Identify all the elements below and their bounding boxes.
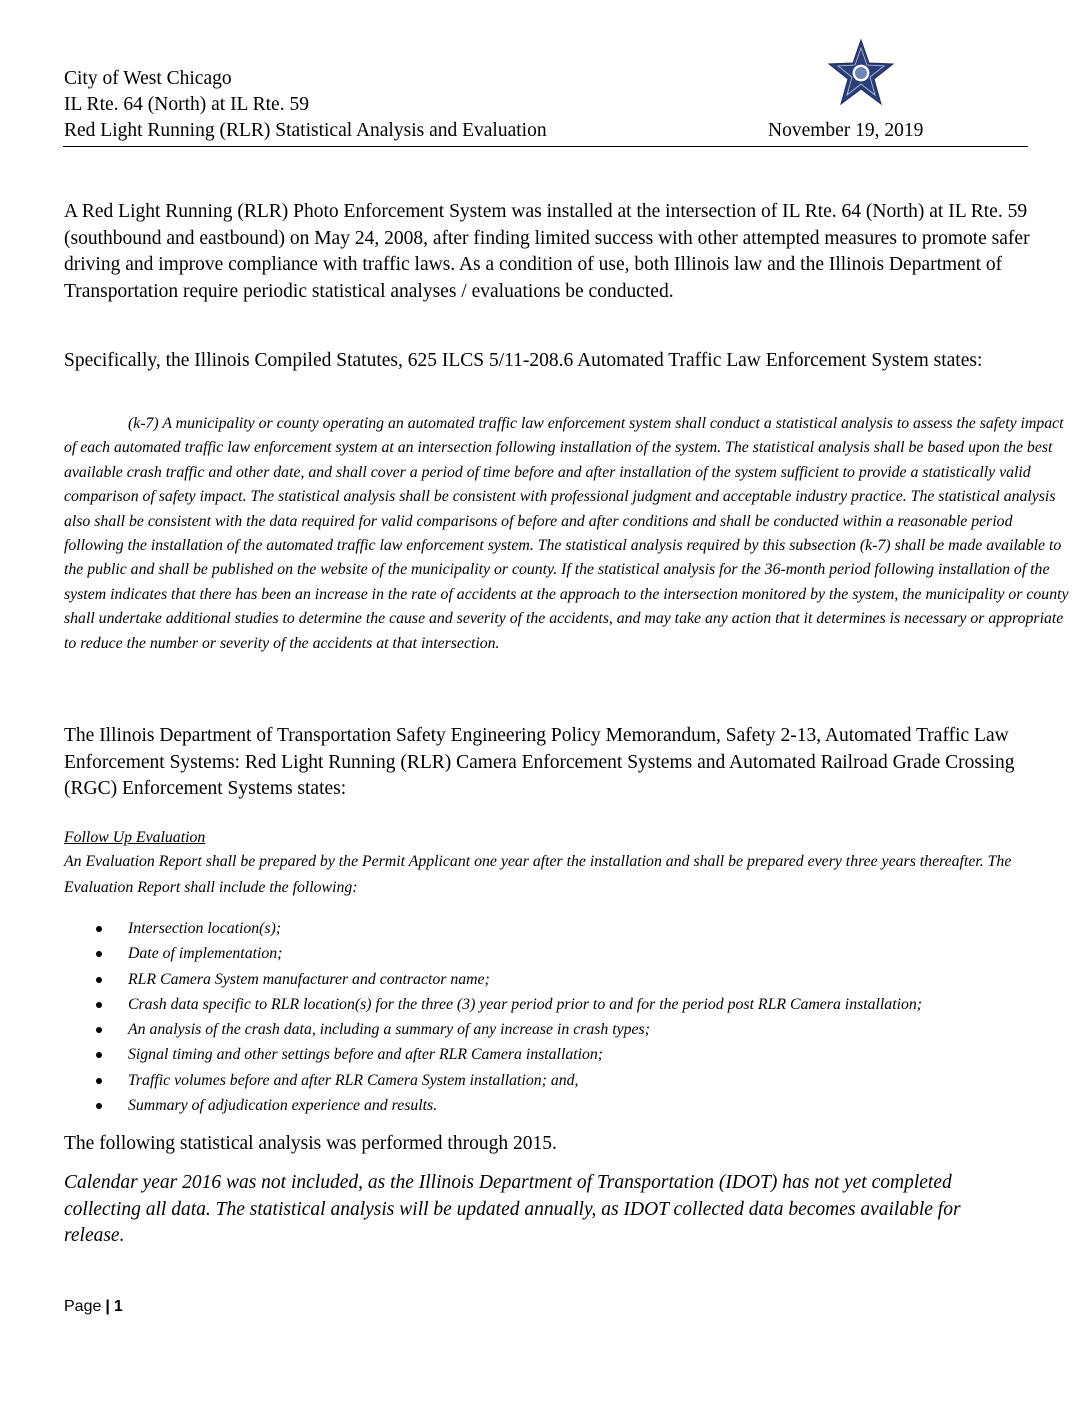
header-location: IL Rte. 64 (North) at IL Rte. 59	[64, 94, 309, 115]
list-item: Signal timing and other settings before and after RLR Camera installation;	[92, 1042, 922, 1067]
bullet-icon	[96, 1027, 102, 1033]
page-footer	[64, 1298, 123, 1316]
followup-section	[64, 827, 1064, 901]
idot-paragraph: The Illinois Department of Transportation Safety Engineering Policy Memorandum, Safety 2-13, Automated Traffic Law Enforcement Systems: Red Light Running (RLR) Camera Enforcement Systems and Automated Railroad Grade Crossing (RGC) Enforcement Systems states:	[64, 725, 1015, 799]
closing-note-section	[64, 1170, 1064, 1250]
statute-quote-section	[64, 412, 1069, 656]
statute-quote: (k-7) A municipality or county operating an automated traffic law enforcement system shall conduct a statistical analysis to assess the safety impact of each automated traffic law enforcement system at an intersection following installation of the system. The statistical analysis shall be based upon the best available crash traffic and other date, and shall cover a period of time before and after installation of the system sufficient to provide a statistically valid comparison of safety impact. The statistical analysis shall be consistent with professional judgment and acceptable industry practice. The statistical analysis also shall be consistent with the data required for valid comparisons of before and after conditions and shall be conducted within a reasonable period following the installation of the automated traffic law enforcement system. The statistical analysis required by this subsection (k-7) shall be made available to the public and shall be published on the website of the municipality or county. If the statistical analysis for the 36-month period following installation of the system indicates that there has been an increase in the rate of accidents at the approach to the intersection monitored by the system, the municipality or county shall undertake additional studies to determine the cause and severity of the accidents, and may take any action that it determines is necessary or appropriate to reduce the number or severity of the accidents at that intersection.	[64, 415, 1069, 652]
header-divider	[63, 146, 1028, 147]
header-date: November 19, 2019	[768, 120, 924, 141]
bullet-icon	[96, 1103, 102, 1109]
evaluation-requirements-list	[92, 916, 922, 1118]
header-report-title: Red Light Running (RLR) Statistical Analysis and Evaluation	[64, 120, 547, 141]
intro-paragraph: A Red Light Running (RLR) Photo Enforcement System was installed at the intersection of IL Rte. 64 (North) at IL Rte. 59 (southbound and eastbound) on May 24, 2008, after finding limited success with other attempted measures to promote safer driving and improve compliance with traffic laws. As a condition of use, both Illinois law and the Illinois Department of Transportation require periodic statistical analyses / evaluations be conducted.	[64, 201, 1030, 302]
idot-section	[64, 723, 1064, 803]
list-item: RLR Camera System manufacturer and contractor name;	[92, 967, 922, 992]
bullet-icon	[96, 1052, 102, 1058]
list-item: Summary of adjudication experience and results.	[92, 1093, 922, 1118]
list-item: Traffic volumes before and after RLR Camera System installation; and,	[92, 1068, 922, 1093]
closing-statement: The following statistical analysis was performed through 2015.	[64, 1133, 557, 1154]
closing-statement-section	[64, 1131, 1064, 1158]
closing-note: Calendar year 2016 was not included, as the Illinois Department of Transportation (IDOT) has not yet completed collecting all data. The statistical analysis will be updated annually, as IDOT collected data becomes available for release.	[64, 1172, 961, 1246]
page-number: 1	[113, 1298, 123, 1315]
bullet-icon	[96, 977, 102, 983]
page-label: Page	[64, 1298, 102, 1315]
header-city: City of West Chicago	[64, 68, 232, 89]
followup-heading: Follow Up Evaluation	[64, 829, 206, 846]
bullet-icon	[96, 926, 102, 932]
list-item: Date of implementation;	[92, 941, 922, 966]
bullet-icon	[96, 1002, 102, 1008]
statute-intro-paragraph: Specifically, the Illinois Compiled Statutes, 625 ILCS 5/11-208.6 Automated Traffic Law Enforcement System states:	[64, 350, 983, 371]
police-star-badge-icon	[826, 38, 896, 108]
list-item: Crash data specific to RLR location(s) for the three (3) year period prior to and for the period post RLR Camera installation;	[92, 992, 922, 1017]
bullet-icon	[96, 1078, 102, 1084]
page-separator: |	[105, 1298, 110, 1315]
followup-text: An Evaluation Report shall be prepared by the Permit Applicant one year after the installation and shall be prepared every three years thereafter. The Evaluation Report shall include the following:	[64, 853, 1012, 896]
bullet-icon	[96, 951, 102, 957]
intro-section	[64, 199, 1064, 305]
list-item: Intersection location(s);	[92, 916, 922, 941]
statute-intro-section	[64, 348, 1064, 375]
list-item: An analysis of the crash data, including a summary of any increase in crash types;	[92, 1017, 922, 1042]
